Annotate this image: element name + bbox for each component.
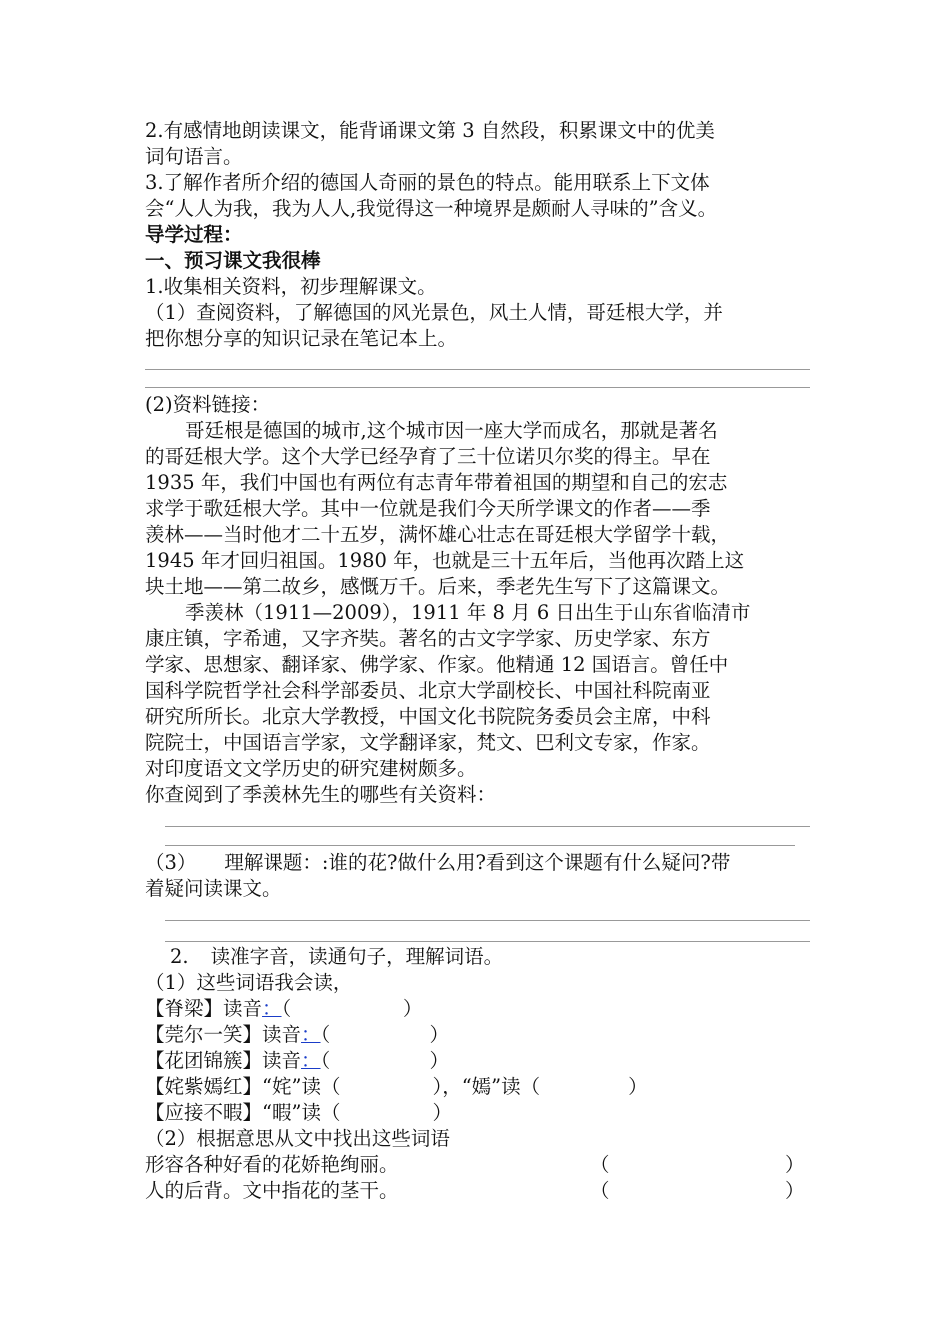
pinyin-blank[interactable]: （ ）: [281, 997, 423, 1020]
word-term: 【脊梁】读音: [145, 997, 263, 1020]
step-2-number: 2.: [170, 945, 189, 968]
word-item-yingjie: [145, 1100, 810, 1126]
word-term: 【莞尔一笑】读音: [145, 1023, 302, 1046]
worksheet: [145, 118, 810, 1204]
step-2-text: 读准字音，读通句子，理解词语。: [210, 945, 504, 968]
goal-2-line-1: 2.有感情地朗读课文，能背诵课文第 3 自然段，积累课文中的优美: [145, 119, 715, 142]
pinyin-link[interactable]: ：: [262, 997, 282, 1020]
para-gottingen-line: 哥廷根是德国的城市,这个城市因一座大学而成名，那就是著名: [185, 419, 718, 442]
step-1: 1.收集相关资料，初步理解课文。: [145, 275, 437, 298]
step-2: [145, 944, 810, 970]
definition-text: 人的后背。文中指花的茎干。: [145, 1179, 399, 1202]
heading-process: 导学过程：: [145, 223, 243, 246]
goal-3-line-1: 3.了解作者所介绍的德国人奇丽的景色的特点。能用联系上下文体: [145, 171, 710, 194]
answer-paren-open[interactable]: （: [590, 1179, 610, 1202]
word-item-jiliang: [145, 996, 810, 1022]
question-3-number: （3）: [145, 851, 197, 874]
para-gottingen-line: 块土地——第二故乡，感慨万千。后来，季老先生写下了这篇课文。: [145, 575, 731, 598]
para-jixianlin-line: 季羡林（1911—2009），1911 年 8 月 6 日出生于山东省临清市: [185, 601, 751, 624]
word-term: ）: [432, 1101, 452, 1124]
para-jixianlin-line: 康庄镇，字希逋，又字齐奘。著名的古文字学家、历史学家、东方: [145, 627, 711, 650]
para-jixianlin-line: 对印度语文文学历史的研究建树颇多。: [145, 757, 477, 780]
question-1-line-2: 把你想分享的知识记录在笔记本上。: [145, 327, 458, 350]
word-item-chazi: [145, 1074, 810, 1100]
question-3-line-2: 着疑问读课文。: [145, 877, 282, 900]
para-gottingen-line: 1935 年，我们中国也有两位有志青年带着祖国的期望和自己的宏志: [145, 471, 728, 494]
word-item-waner: [145, 1022, 810, 1048]
pinyin-link[interactable]: ：: [301, 1049, 321, 1072]
answer-paren-close: ）: [785, 1179, 805, 1202]
para-jixianlin-line: 学家、思想家、翻译家、佛学家、作家。他精通 12 国语言。曾任中: [145, 653, 729, 676]
question-3-text: 理解课题：:谁的花?做什么用?看到这个课题有什么疑问?带: [224, 851, 731, 874]
question-3-line-1: [145, 850, 810, 876]
question-1-line-1: （1）查阅资料，了解德国的风光景色，风土人情，哥廷根大学，并: [145, 301, 723, 324]
ask-jixianlin: 你查阅到了季羡林先生的哪些有关资料：: [145, 783, 497, 806]
pinyin-blank[interactable]: （ ）: [320, 1023, 449, 1046]
read-words-title: （1）这些词语我会读，: [145, 971, 353, 994]
para-jixianlin-line: 国科学院哲学社会科学部委员、北京大学副校长、中国社科院南亚: [145, 679, 711, 702]
pinyin-link[interactable]: ：: [301, 1023, 321, 1046]
answer-paren-open[interactable]: （: [590, 1153, 610, 1176]
para-jixianlin-line: 院院士，中国语言学家，文学翻译家，梵文、巴利文专家，作家。: [145, 731, 711, 754]
definition-row: [145, 1178, 810, 1204]
para-gottingen-line: 1945 年才回归祖国。1980 年，也就是三十五年后，当他再次踏上这: [145, 549, 745, 572]
para-gottingen-line: 的哥廷根大学。这个大学已经孕育了三十位诺贝尔奖的得主。早在: [145, 445, 711, 468]
word-item-huatuan: [145, 1048, 810, 1074]
pinyin-blank[interactable]: （ ）: [320, 1049, 449, 1072]
resource-link-title: (2)资料链接：: [145, 393, 271, 416]
word-term: ），“嫣”读（: [432, 1075, 541, 1098]
heading-preview: 一、预习课文我很棒: [145, 249, 321, 272]
goal-3-line-2: 会“人人为我，我为人人,我觉得这一种境界是颇耐人寻味的”含义。: [145, 197, 718, 220]
find-words-title: （2）根据意思从文中找出这些词语: [145, 1127, 450, 1150]
word-term: 【应接不暇】“暇”读（: [145, 1101, 341, 1124]
answer-paren-close: ）: [785, 1153, 805, 1176]
para-jixianlin-line: 研究所所长。北京大学教授，中国文化书院院务委员会主席，中科: [145, 705, 711, 728]
para-gottingen-line: 羡林——当时他才二十五岁，满怀雄心壮志在哥廷根大学留学十载，: [145, 523, 731, 546]
para-gottingen-line: 求学于歌廷根大学。其中一位就是我们今天所学课文的作者——季: [145, 497, 711, 520]
definition-text: 形容各种好看的花娇艳绚丽。: [145, 1153, 399, 1176]
word-term: 【花团锦簇】读音: [145, 1049, 302, 1072]
word-term: ）: [628, 1075, 648, 1098]
word-term: 【姹紫嫣红】“姹”读（: [145, 1075, 341, 1098]
definition-row: [145, 1152, 810, 1178]
goal-2-line-2: 词句语言。: [145, 145, 243, 168]
